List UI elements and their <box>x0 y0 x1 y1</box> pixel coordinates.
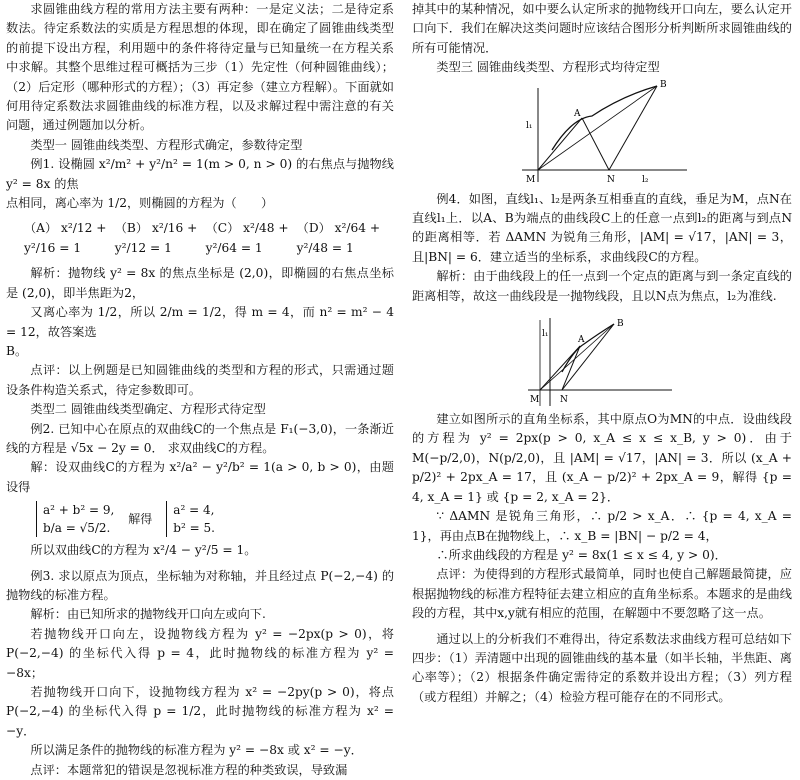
system-line-1: a² + b² = 9, <box>43 503 115 518</box>
section-heading-type1: 类型一 圆锥曲线类型、方程形式确定，参数待定型 <box>30 137 303 152</box>
example2-solution: 解：设双曲线C的方程为 x²/a² − y²/b² = 1(a > 0, b > 0)，由题设得 <box>6 460 394 494</box>
segment-am <box>540 346 580 390</box>
example3-solution: 解析：由已知所求的抛物线开口向左或向下. <box>30 607 266 622</box>
label-l1: l₁ <box>542 329 549 340</box>
example4-solution: 解析：由于曲线段上的任一点到一个定点的距离与到一条定直线的距离相等，故这一曲线段是一抛物线段，且以N点为焦点，l₂为准线. <box>412 269 792 303</box>
label-b: B <box>660 79 667 90</box>
label-a: A <box>574 108 581 119</box>
example2-answer: 所以双曲线C的方程为 x²/4 − y²/5 = 1。 <box>30 543 257 558</box>
label-l2: l₂ <box>642 174 649 185</box>
example1-solution: 解析：抛物线 y² = 8x 的焦点坐标是 (2,0)，即椭圆的右焦点坐标是 (2,0)，即半焦距为2， <box>6 266 394 300</box>
curve-segment <box>552 86 657 150</box>
label-n: N <box>560 395 568 406</box>
example1-text: 例1. 设椭圆 x²/m² + y²/n² = 1(m > 0, n > 0) 的右焦点与抛物线 y² = 8x 的焦 <box>6 157 394 191</box>
segment-an <box>582 118 609 170</box>
example3-text: 例3. 求以原点为顶点，坐标轴为对称轴，并且经过点 P(−2,−4) 的抛物线的标准方程。 <box>6 568 394 602</box>
segment-bm <box>538 86 657 170</box>
example3-review: 点评：本题常犯的错误是忽视标准方程的种类致误，导致漏 <box>30 762 348 777</box>
left-column <box>6 0 394 780</box>
figure-1 <box>512 78 712 190</box>
example1-answer: B。 <box>6 343 28 358</box>
label-l1: l₁ <box>526 120 533 131</box>
example4-answer: ∴所求曲线段的方程是 y² = 8x(1 ≤ x ≤ 4, y > 0)． <box>436 547 727 562</box>
right-column <box>412 0 792 707</box>
example1-solution-cont: 又离心率为 1/2，所以 2/m = 1/2，得 m = 4，而 n² = m² − 4 = 12，故答案选 <box>6 305 394 339</box>
system-solve-label: 解得 <box>128 512 153 527</box>
example2-text: 例2. 已知中心在原点的双曲线C的一个焦点是 F₁(−3,0)，一条渐近线的方程是 √5x − 2y = 0． 求双曲线C的方程。 <box>6 421 394 455</box>
intro-paragraph: 求圆锥曲线方程的常用方法主要有两种：一是定义法；二是待定系数法。待定系数法的实质是方程思想的体现，即在确定了圆锥曲线类型的前提下设出方程，利用题中的条件将待定量与已知量统一在方程关系中求解。其整个思维过程可概括为三步（1）先定性（何种圆锥曲线）；（2）后定形（哪种形式的方程）；（3）再定参（建立方程解）。下面就如何用待定系数法求圆锥曲线的标准方程，以及求解过程中需注意的有关问题，通过例题加以分析。 <box>6 2 394 133</box>
example4-text: 例4．如图，直线l₁、l₂是两条互相垂直的直线，垂足为M，点N在直线l₁上．以A、B为端点的曲线段C上的任意一点到l₂的距离与到点N的距离相等．若 ΔAMN 为锐角三角形，|AM| = √17，|AN| = 3，且|BN| = 6．建立适当的坐标系，求曲线段C的方程。 <box>412 191 792 264</box>
option-d: （D） x²/64 + y²/48 = 1 <box>296 221 381 255</box>
label-m: M <box>530 395 540 406</box>
figure-2-svg <box>522 314 682 410</box>
summary-paragraph: 通过以上的分析我们不难得出，待定系数法求曲线方程可总结如下四步：（1）弄清题中出现的圆锥曲线的基本量（如半长轴，半焦距、离心率等）；（2）根据条件确定需待定的系数并设出方程；（3）列方程（或方程组）并解之；（4）检验方程可能存在的不同形式。 <box>412 631 792 704</box>
example1-options <box>6 219 394 258</box>
segment-bn <box>609 86 657 170</box>
figure-1-svg <box>512 78 712 190</box>
option-c: （C） x²/48 + y²/64 = 1 <box>205 221 289 255</box>
example4-review: 点评：为使得到的方程形式最简单，同时也使自己解题最简捷，应根据抛物线的标准方程特征去建立相应的直角坐标系。本题求的是曲线段的方程，其中x,y就有相应的范围，在解题中不要忽略了这一点。 <box>412 567 792 621</box>
label-b: B <box>617 319 624 330</box>
label-m: M <box>526 174 536 185</box>
option-b: （B） x²/16 + y²/12 = 1 <box>114 221 198 255</box>
acute-triangle-step: ∵ ΔAMN 是锐角三角形，∴ p/2 > x_A．∴ {p = 4, x_A = 1}，再由点B在抛物线上，∴ x_B = |BN| − p/2 = 4， <box>412 509 792 543</box>
label-a: A <box>578 335 585 346</box>
example3-case1: 若抛物线开口向左，设抛物线方程为 y² = −2px(p > 0)，将 P(−2,−4) 的坐标代入得 p = 4，此时抛物线的标准方程为 y² = −8x； <box>6 626 394 680</box>
system-line-2: b/a = √5/2. <box>43 521 111 536</box>
label-n: N <box>607 174 615 185</box>
section-heading-type3: 类型三 圆锥曲线类型、方程形式均待定型 <box>436 60 660 75</box>
segment-bm <box>540 324 614 390</box>
option-a: （A） x²/12 + y²/16 = 1 <box>24 221 107 255</box>
example1-review: 点评：以上例题是已知圆锥曲线的类型和方程的形式，只需通过题设条件构造关系式，待定参数即可。 <box>6 363 394 397</box>
example1-text-cont: 点相同，离心率为 1/2，则椭圆的方程为（ ） <box>6 196 274 211</box>
system-result-1: a² = 4, <box>173 503 215 518</box>
equation-system <box>36 501 394 537</box>
review-continued: 掉其中的某种情况，如中要么认定所求的抛物线开口向左，要么认定开口向下．我们在解决这类问题时应该结合图形分析判断所求圆锥曲线的所有可能情况． <box>412 2 792 55</box>
example3-case2: 若抛物线开口向下，设抛物线方程为 x² = −2py(p > 0)，将点 P(−2,−4) 的坐标代入得 p = 1/2，此时抛物线的标准方程为 x² = −y． <box>6 685 394 738</box>
system-result-2: b² = 5. <box>173 521 215 536</box>
section-heading-type2: 类型二 圆锥曲线类型确定、方程形式待定型 <box>30 402 266 417</box>
coordinate-setup: 建立如图所示的直角坐标系，其中原点O为MN的中点．设曲线段的方程为 y² = 2px(p > 0, x_A ≤ x ≤ x_B, y > 0)．由于 M(−p/2,0)，N(p/2,0)，且 |AM| = √17，|AN| = 3．所以 (x_A + p/2)² + 2px_A = 17，且 (x_A − p/2)² + 2px_A = 9，解得 {p = 4, x_A = 1} 或 {p = 2, x_A = 2}． <box>412 412 792 504</box>
example3-answer: 所以满足条件的抛物线的标准方程为 y² = −8x 或 x² = −y． <box>30 743 363 758</box>
figure-2 <box>522 314 682 410</box>
